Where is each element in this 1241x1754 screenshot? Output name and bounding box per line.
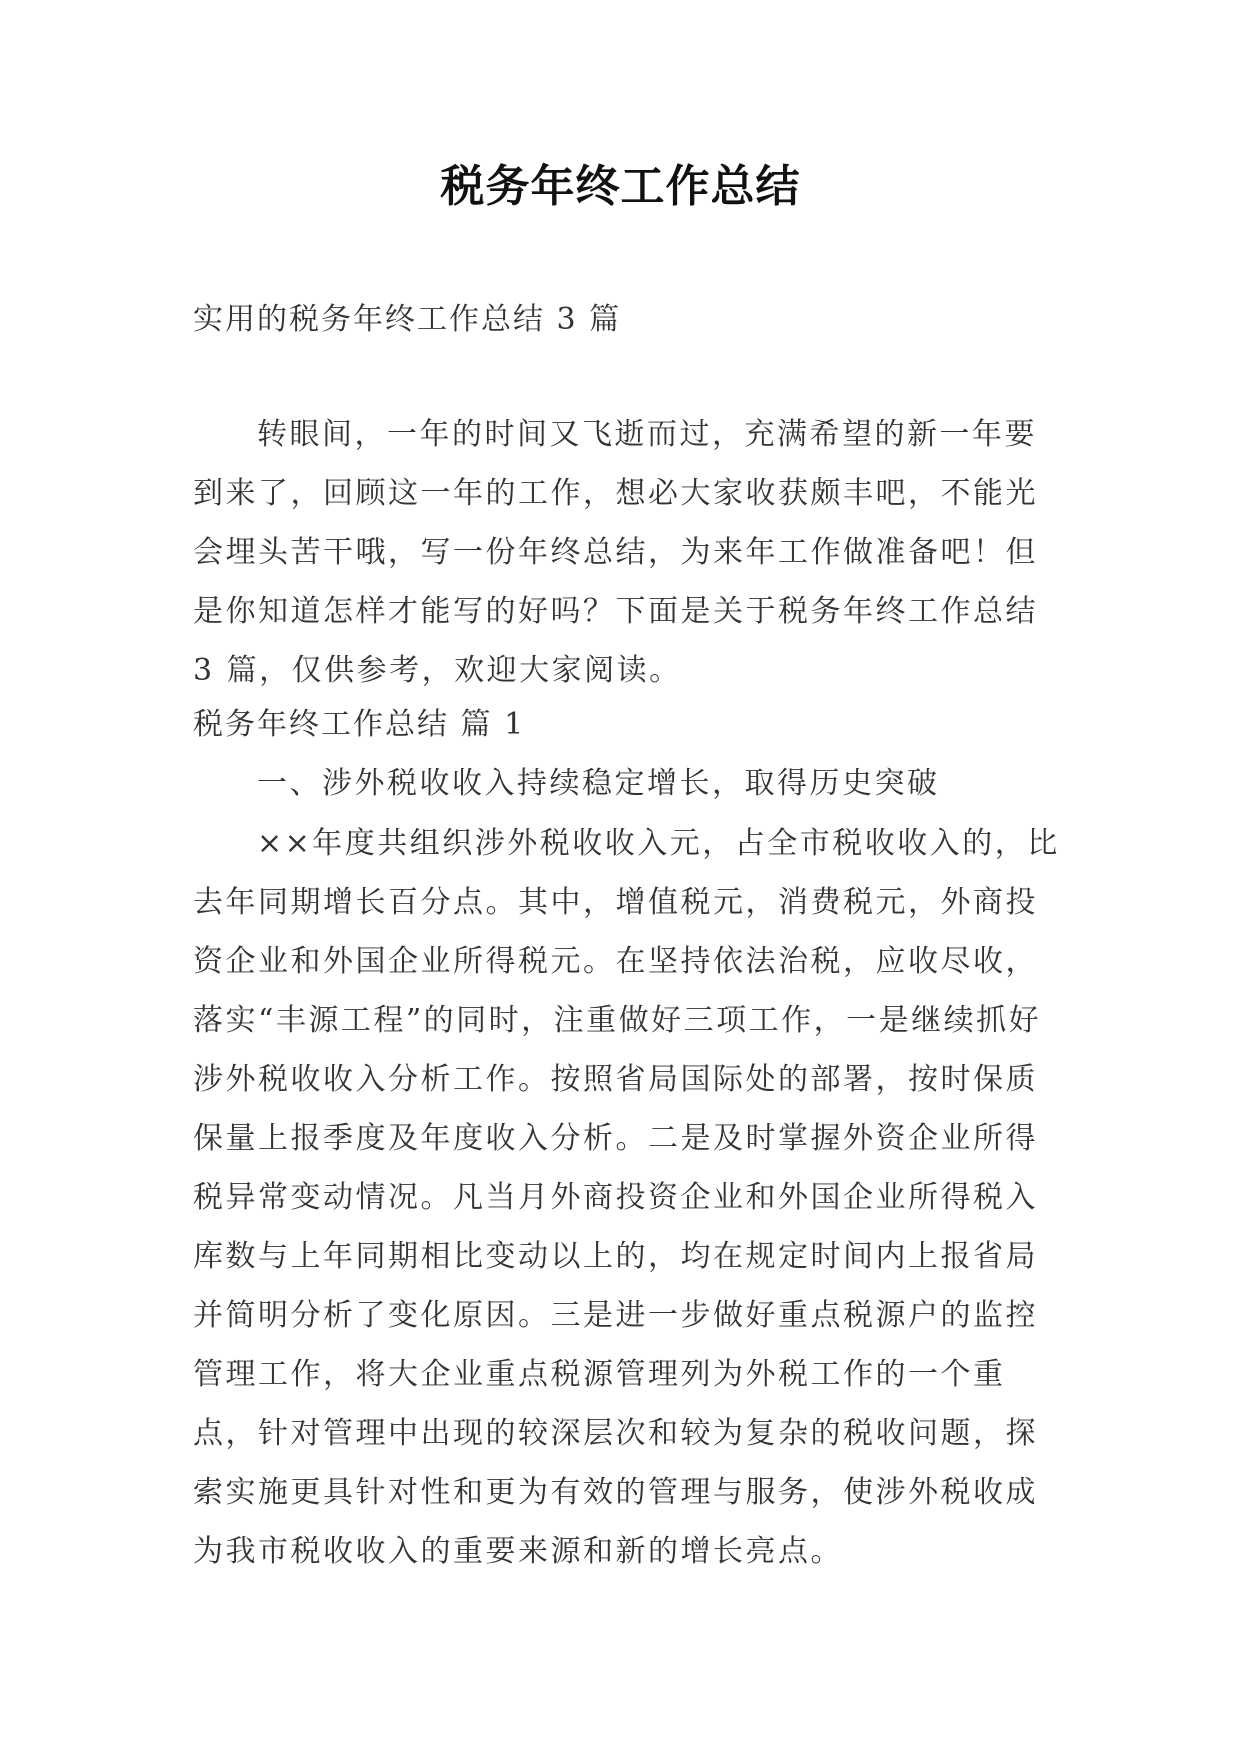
section-heading: 税务年终工作总结 篇 1 (193, 707, 526, 742)
document-subtitle: 实用的税务年终工作总结 3 篇 (193, 302, 622, 337)
document-title: 税务年终工作总结 (440, 161, 801, 212)
intro-paragraph: 转眼间，一年的时间又飞逝而过，充满希望的新一年要到来了，回顾这一年的工作，想必大家收获颇丰吧，不能光会埋头苦干哦，写一份年终总结，为来年工作做准备吧！但是你知道怎样才能写的好吗？下面是关于税务年终工作总结 3 篇，仅供参考，欢迎大家阅读。 (193, 417, 1038, 688)
point-heading: 一、涉外税收收入持续稳定增长，取得历史突破 (257, 766, 940, 801)
content-paragraph: ××年度共组织涉外税收收入元，占全市税收收入的，比去年同期增长百分点。其中，增值税元，消费税元，外商投资企业和外国企业所得税元。在坚持依法治税，应收尽收，落实“丰源工程”的同时，注重做好三项工作，一是继续抓好涉外税收收入分析工作。按照省局国际处的部署，按时保质保量上报季度及年度收入分析。二是及时掌握外资企业所得税异常变动情况。凡当月外商投资企业和外国企业所得税入库数与上年同期相比变动以上的，均在规定时间内上报省局并简明分析了变化原因。三是进一步做好重点税源户的监控管理工作，将大企业重点税源管理列为外税工作的一个重点，针对管理中出现的较深层次和较为复杂的税收问题，探索实施更具针对性和更为有效的管理与服务，使涉外税收成为我市税收收入的重要来源和新的增长亮点。 (193, 826, 1060, 1569)
